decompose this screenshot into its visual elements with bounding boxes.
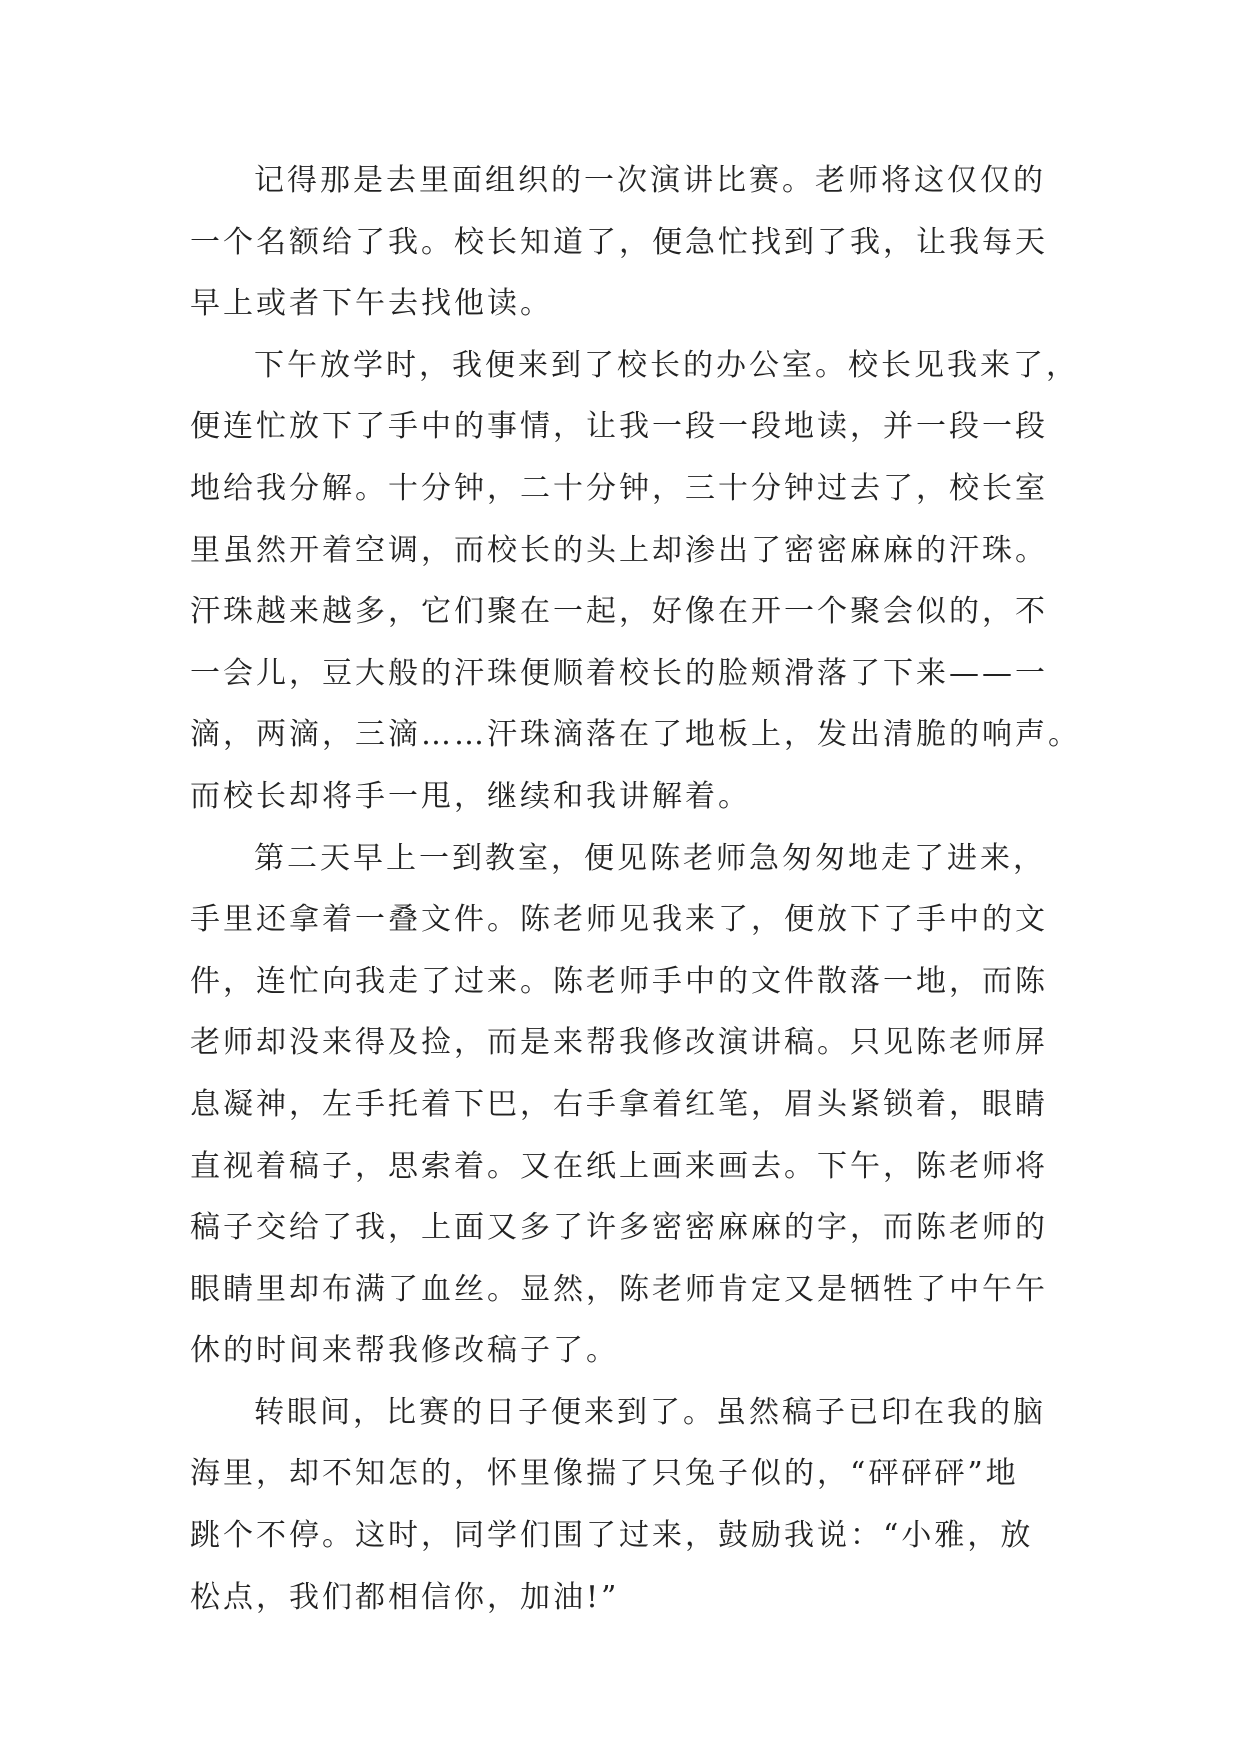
text-line: 便连忙放下了手中的事情，让我一段一段地读，并一段一段 <box>190 409 1048 445</box>
text-line: 息凝神，左手托着下巴，右手拿着红笔，眉头紧锁着，眼睛 <box>190 1086 1048 1122</box>
paragraph-2 <box>190 335 1081 828</box>
text-line: 转眼间，比赛的日子便来到了。虽然稿子已印在我的脑 <box>254 1394 1046 1430</box>
paragraph-3 <box>190 828 1070 1382</box>
text-line: 休的时间来帮我修改稿子了。 <box>190 1333 619 1369</box>
text-line: 里虽然开着空调，而校长的头上却渗出了密密麻麻的汗珠。 <box>190 532 1048 568</box>
text-line: 第二天早上一到教室，便见陈老师急匆匆地走了进来， <box>254 840 1046 876</box>
text-line: 汗珠越来越多，它们聚在一起，好像在开一个聚会似的，不 <box>190 594 1048 630</box>
text-line: 跳个不停。这时，同学们围了过来，鼓励我说：“小雅，放 <box>190 1518 1034 1554</box>
text-line: 老师却没来得及捡，而是来帮我修改演讲稿。只见陈老师屏 <box>190 1025 1048 1061</box>
text-line: 下午放学时，我便来到了校长的办公室。校长见我来了， <box>254 347 1079 383</box>
text-line: 件，连忙向我走了过来。陈老师手中的文件散落一地，而陈 <box>190 963 1048 999</box>
text-line: 直视着稿子，思索着。又在纸上画来画去。下午，陈老师将 <box>190 1148 1048 1184</box>
paragraph-1 <box>190 150 1070 335</box>
text-line: 眼睛里却布满了血丝。显然，陈老师肯定又是牺牲了中午午 <box>190 1271 1048 1307</box>
text-line: 滴，两滴，三滴……汗珠滴落在了地板上，发出清脆的响声。 <box>190 717 1081 753</box>
text-line: 手里还拿着一叠文件。陈老师见我来了，便放下了手中的文 <box>190 902 1048 938</box>
text-line: 海里，却不知怎的，怀里像揣了只兔子似的，“砰砰砰”地 <box>190 1456 1019 1492</box>
document-body <box>190 150 1081 1628</box>
text-line: 地给我分解。十分钟，二十分钟，三十分钟过去了，校长室 <box>190 470 1048 506</box>
text-line: 稿子交给了我，上面又多了许多密密麻麻的字，而陈老师的 <box>190 1210 1048 1246</box>
text-line: 一个名额给了我。校长知道了，便急忙找到了我，让我每天 <box>190 224 1048 260</box>
text-line: 松点，我们都相信你，加油!” <box>190 1579 620 1615</box>
text-line: 早上或者下午去找他读。 <box>190 286 553 322</box>
text-line: 一会儿，豆大般的汗珠便顺着校长的脸颊滑落了下来——一 <box>190 655 1048 691</box>
paragraph-4 <box>190 1382 1070 1628</box>
text-line: 记得那是去里面组织的一次演讲比赛。老师将这仅仅的 <box>254 163 1046 198</box>
text-line: 而校长却将手一甩，继续和我讲解着。 <box>190 778 751 814</box>
